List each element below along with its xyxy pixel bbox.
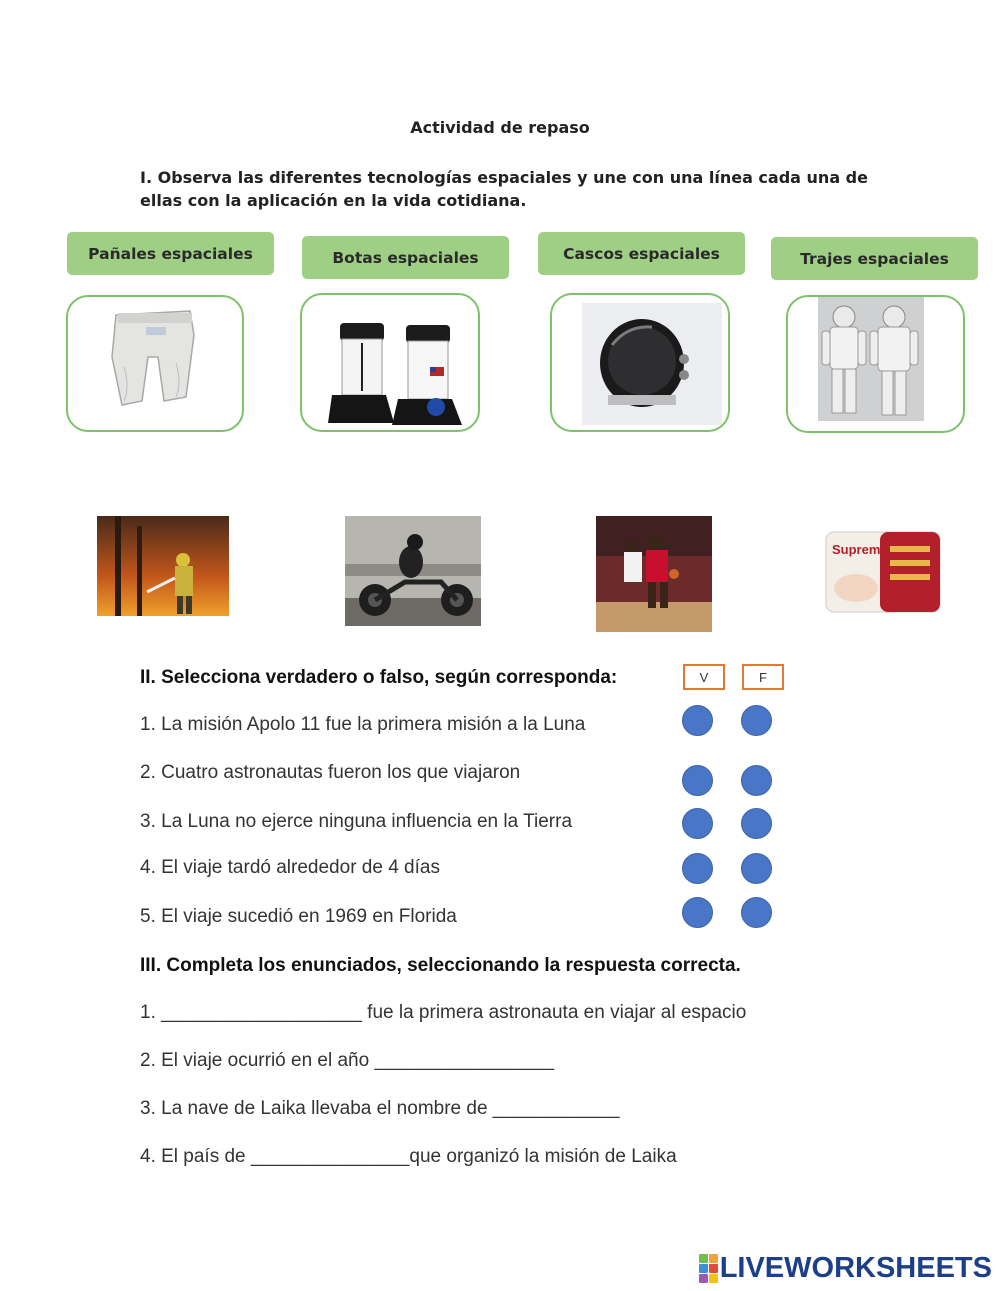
false-option-1[interactable] (741, 705, 772, 736)
tf-statement-4: 4. El viaje tardó alrededor de 4 días (140, 857, 440, 878)
page-title: Actividad de repaso (410, 118, 590, 137)
false-option-3[interactable] (741, 808, 772, 839)
label-cascos[interactable]: Cascos espaciales (538, 232, 745, 275)
basketball-image (596, 516, 712, 632)
tf-statement-1: 1. La misión Apolo 11 fue la primera misión a la Luna (140, 714, 586, 735)
space-diaper-frame (66, 295, 244, 432)
false-column-header: F (742, 664, 784, 690)
space-boots-frame (300, 293, 480, 432)
label-panales[interactable]: Pañales espaciales (67, 232, 274, 275)
section3-heading: III. Completa los enunciados, seleccionando la respuesta correcta. (140, 955, 741, 976)
false-option-2[interactable] (741, 765, 772, 796)
true-option-3[interactable] (682, 808, 713, 839)
space-helmet-frame (550, 293, 730, 432)
fill-statement-2[interactable]: 2. El viaje ocurrió en el año _________________ (140, 1050, 555, 1071)
space-suit-frame (786, 295, 965, 433)
true-option-5[interactable] (682, 897, 713, 928)
logo-mark-icon (699, 1254, 718, 1283)
liveworksheets-logo (699, 1252, 992, 1285)
motorcyclist-image (345, 516, 481, 626)
fill-statement-3[interactable]: 3. La nave de Laika llevaba el nombre de ____________ (140, 1098, 620, 1119)
tf-statement-5: 5. El viaje sucedió en 1969 en Florida (140, 906, 457, 927)
fill-statement-1[interactable]: 1. ___________________ fue la primera astronauta en viajar al espacio (140, 1002, 747, 1023)
true-option-4[interactable] (682, 853, 713, 884)
section2-heading: II. Selecciona verdadero o falso, según corresponda: (140, 667, 618, 688)
true-option-2[interactable] (682, 765, 713, 796)
fill-statement-4[interactable]: 4. El país de _______________que organizó la misión de Laika (140, 1146, 677, 1167)
label-botas[interactable]: Botas espaciales (302, 236, 509, 279)
space-boots-image (302, 295, 478, 430)
false-option-4[interactable] (741, 853, 772, 884)
space-suit-image (788, 297, 963, 431)
tf-statement-2: 2. Cuatro astronautas fueron los que viajaron (140, 762, 521, 783)
firefighter-image (97, 516, 229, 616)
false-option-5[interactable] (741, 897, 772, 928)
logo-text: LIVEWORKSHEETS (719, 1252, 992, 1284)
diaper-package-image (822, 526, 944, 616)
space-helmet-image (552, 295, 728, 430)
section1-instruction: I. Observa las diferentes tecnologías espaciales y une con una línea cada una de ellas con la aplicación en la vida cotidiana. (140, 168, 868, 210)
true-option-1[interactable] (682, 705, 713, 736)
label-trajes[interactable]: Trajes espaciales (771, 237, 978, 280)
tf-statement-3: 3. La Luna no ejerce ninguna influencia en la Tierra (140, 811, 573, 832)
true-column-header: V (683, 664, 725, 690)
space-diaper-image (68, 297, 242, 430)
svg-text:Supreme: Supreme (832, 542, 888, 557)
